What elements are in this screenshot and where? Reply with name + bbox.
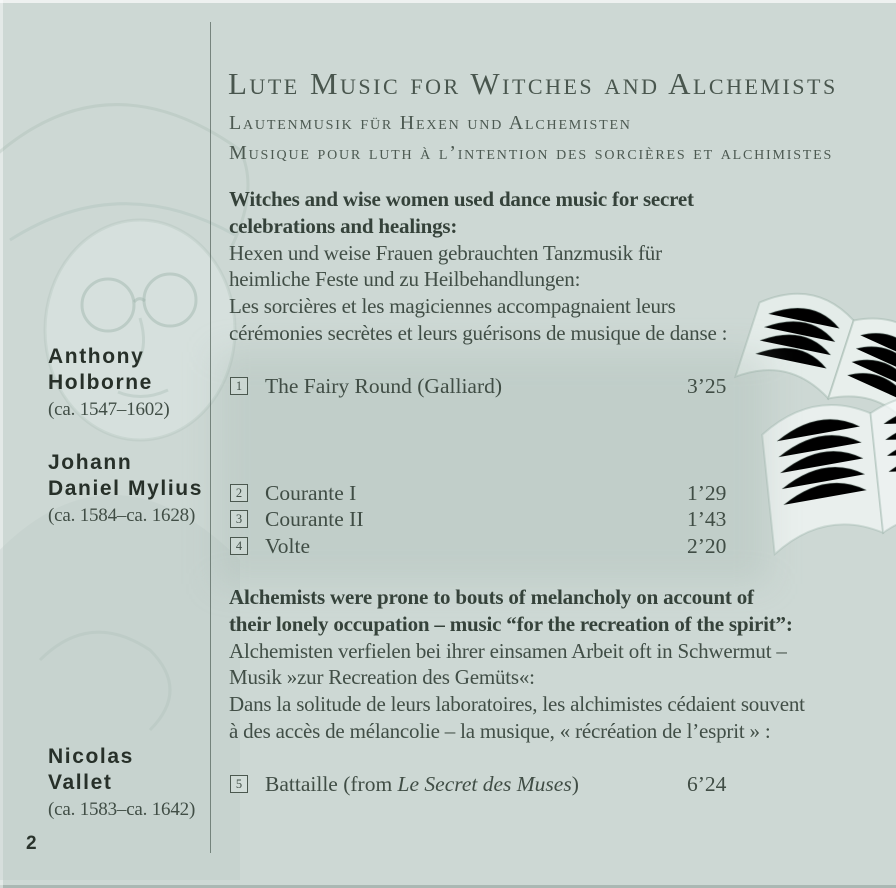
- track-time: 6’24: [687, 772, 727, 796]
- track-time: 2’20: [687, 534, 727, 558]
- track-number-box: [230, 537, 248, 555]
- composer-dates: (ca. 1547–1602): [48, 399, 170, 420]
- composer-name: Anthony: [48, 345, 145, 368]
- track-row: [229, 374, 869, 402]
- subtitle-german: Lautenmusik für Hexen und Alchemisten: [229, 112, 632, 134]
- composer-name: Holborne: [48, 371, 153, 394]
- track-row: [229, 481, 869, 509]
- track-time: 1’43: [687, 507, 727, 531]
- intro-line-de: Hexen und weise Frauen gebrauchten Tanzmusik für: [229, 240, 662, 265]
- intro-line-de: heimliche Feste und zu Heilbehandlungen:: [229, 267, 581, 292]
- track-number: 2: [235, 485, 243, 500]
- track-time: 1’29: [687, 481, 727, 505]
- composer-mylius: [48, 450, 223, 527]
- intro-line-fr: Les sorcières et les magiciennes accompagnaient leurs: [229, 294, 676, 319]
- track-title: The Fairy Round (Galliard): [265, 374, 503, 398]
- track-number: 3: [235, 511, 243, 526]
- track-row: [229, 507, 869, 535]
- intro-alchemists: [229, 584, 889, 745]
- track-number-box: [230, 775, 248, 793]
- track-number: 4: [235, 538, 243, 553]
- subtitle-french: Musique pour luth à l’intention des sorcières et alchimistes: [229, 142, 834, 164]
- track-row: [229, 534, 869, 562]
- intro-line-fr: cérémonies secrètes et leurs guérisons de musique de danse :: [229, 320, 728, 345]
- track-title: Volte: [265, 534, 310, 558]
- composer-name: Johann: [48, 451, 133, 474]
- page-title: Lute Music for Witches and Alchemists: [228, 66, 838, 101]
- track-row: [229, 772, 869, 800]
- track-number-box: [230, 510, 248, 528]
- track-title-text: ): [571, 772, 579, 796]
- track-title: Courante I: [265, 481, 357, 505]
- composer-dates: (ca. 1583–ca. 1642): [48, 799, 196, 820]
- composer-vallet: [48, 744, 223, 821]
- composer-dates: (ca. 1584–ca. 1628): [48, 505, 196, 526]
- page-number: 2: [26, 833, 37, 854]
- track-title-text: Battaille (from: [265, 772, 398, 796]
- composer-name: Nicolas: [48, 745, 134, 768]
- intro-line-en: Witches and wise women used dance music for secret: [229, 187, 694, 211]
- intro-line-fr: à des accès de mélancolie – la musique, « récréation de l’esprit » :: [229, 718, 771, 743]
- intro-line-de: Musik »zur Recreation des Gemüts«:: [229, 665, 535, 690]
- track-title-italic: Le Secret des Muses: [397, 772, 572, 796]
- composer-name: Daniel Mylius: [48, 477, 204, 500]
- track-number: 1: [235, 378, 243, 393]
- intro-line-en: Alchemists were prone to bouts of melancholy on account of: [229, 585, 754, 609]
- intro-line-de: Alchemisten verfielen bei ihrer einsamen Arbeit oft in Schwermut –: [229, 638, 787, 663]
- intro-line-en: celebrations and healings:: [229, 213, 458, 238]
- track-title: [265, 772, 579, 797]
- track-title: Courante II: [265, 507, 364, 531]
- composer-name: Vallet: [48, 771, 113, 794]
- track-number: 5: [235, 776, 243, 791]
- composer-holborne: [48, 344, 223, 421]
- track-number-box: [230, 377, 248, 395]
- intro-witches: [229, 186, 889, 347]
- column-divider: [210, 22, 211, 853]
- intro-line-fr: Dans la solitude de leurs laboratoires, les alchimistes cédaient souvent: [229, 692, 805, 717]
- track-number-box: [230, 484, 248, 502]
- intro-line-en: their lonely occupation – music “for the recreation of the spirit”:: [229, 611, 793, 636]
- track-time: 3’25: [687, 374, 727, 398]
